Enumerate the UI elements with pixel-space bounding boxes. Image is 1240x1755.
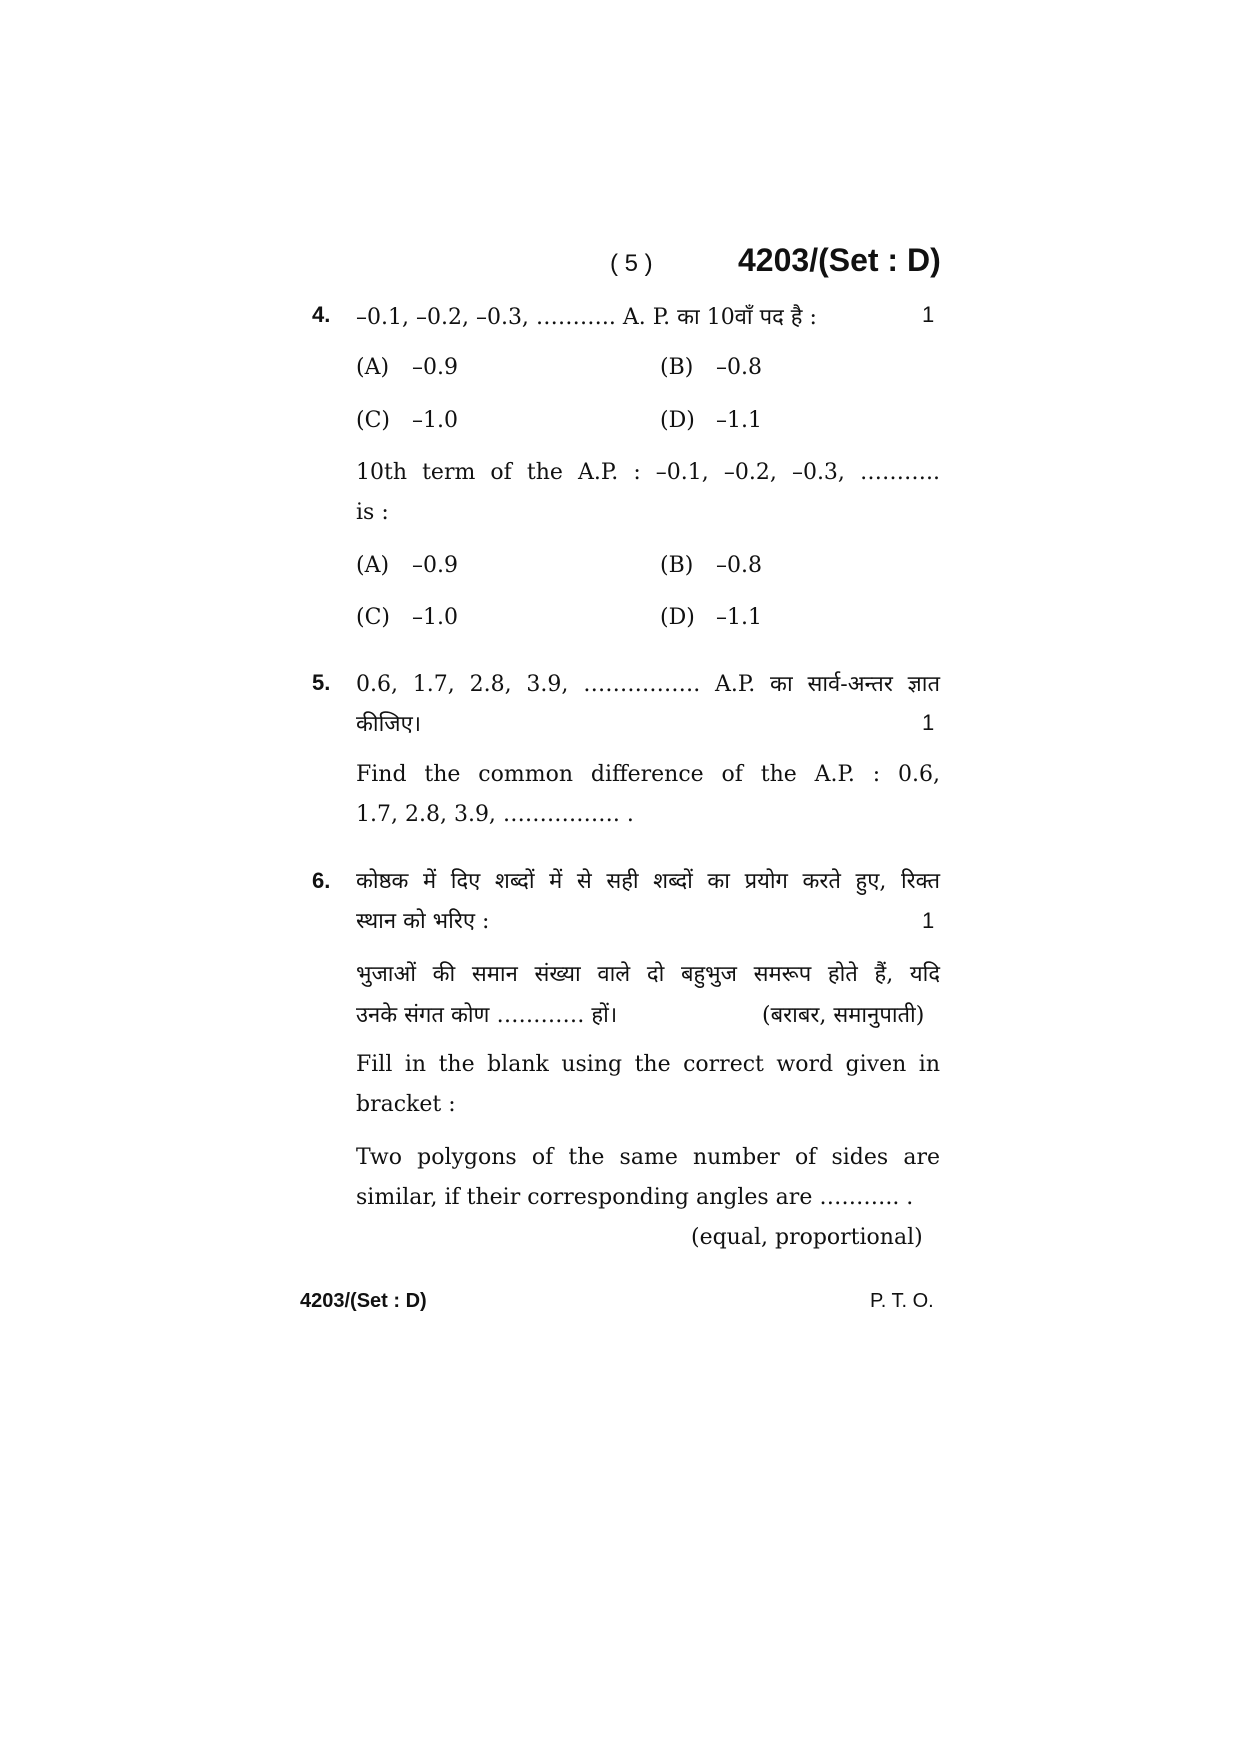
question-hindi-text-cont: कीजिए। bbox=[356, 712, 422, 737]
english-instruction: Fill in the blank using the correct word given in bbox=[356, 1052, 940, 1077]
option-label: (C) bbox=[356, 408, 390, 433]
question-english-text: Find the common difference of the A.P. : 0.6, bbox=[356, 762, 940, 787]
question-hindi-text-cont: स्थान को भरिए : bbox=[356, 909, 490, 934]
option-b bbox=[660, 553, 762, 578]
english-statement-cont: similar, if their corresponding angles are ……….. . bbox=[356, 1185, 914, 1210]
option-d bbox=[660, 605, 762, 630]
question-english-text-cont: is : bbox=[356, 500, 389, 525]
option-value: –0.8 bbox=[716, 553, 762, 578]
option-c bbox=[356, 408, 458, 433]
marks-label: 1 bbox=[922, 302, 935, 327]
option-label: (B) bbox=[660, 553, 694, 578]
option-value: –1.1 bbox=[716, 408, 762, 433]
paper-code-header: 4203/(Set : D) bbox=[738, 242, 941, 278]
question-number: 5. bbox=[312, 670, 331, 695]
hindi-statement: भुजाओं की समान संख्या वाले दो बहुभुज समरूप होते हैं, यदि bbox=[356, 962, 940, 987]
marks-label: 1 bbox=[922, 710, 935, 735]
option-label: (B) bbox=[660, 355, 694, 380]
option-value: –1.0 bbox=[412, 408, 458, 433]
option-value: –0.9 bbox=[412, 553, 458, 578]
option-value: –1.1 bbox=[716, 605, 762, 630]
english-instruction-cont: bracket : bbox=[356, 1092, 456, 1117]
page-number: ( 5 ) bbox=[610, 250, 653, 277]
question-hindi-text: 0.6, 1.7, 2.8, 3.9, ……………. A.P. का सार्व-अन्तर ज्ञात bbox=[356, 672, 940, 697]
option-a bbox=[356, 553, 458, 578]
marks-label: 1 bbox=[922, 908, 935, 933]
option-a bbox=[356, 355, 458, 380]
pto-label: P. T. O. bbox=[870, 1290, 934, 1312]
question-number: 6. bbox=[312, 868, 331, 893]
hindi-choices: (बराबर, समानुपाती) bbox=[762, 1003, 925, 1028]
question-number: 4. bbox=[312, 302, 331, 327]
hindi-statement-cont: उनके संगत कोण ………… हों। bbox=[356, 1003, 618, 1028]
question-hindi-text: कोष्ठक में दिए शब्दों में से सही शब्दों का प्रयोग करते हुए, रिक्त bbox=[356, 869, 940, 894]
option-value: –0.8 bbox=[716, 355, 762, 380]
question-english-text-cont: 1.7, 2.8, 3.9, ……………. . bbox=[356, 802, 634, 827]
option-value: –1.0 bbox=[412, 605, 458, 630]
question-english-text: 10th term of the A.P. : –0.1, –0.2, –0.3, ……….. bbox=[356, 460, 940, 485]
option-label: (A) bbox=[356, 553, 390, 578]
english-choices: (equal, proportional) bbox=[691, 1225, 923, 1250]
question-hindi-text: –0.1, –0.2, –0.3, ……….. A. P. का 10वाँ पद है : bbox=[356, 305, 817, 330]
option-label: (C) bbox=[356, 605, 390, 630]
option-c bbox=[356, 605, 458, 630]
english-statement: Two polygons of the same number of sides are bbox=[356, 1145, 940, 1170]
option-label: (D) bbox=[660, 408, 695, 433]
paper-code-footer: 4203/(Set : D) bbox=[300, 1290, 427, 1312]
option-value: –0.9 bbox=[412, 355, 458, 380]
option-label: (D) bbox=[660, 605, 695, 630]
option-b bbox=[660, 355, 762, 380]
option-label: (A) bbox=[356, 355, 390, 380]
option-d bbox=[660, 408, 762, 433]
